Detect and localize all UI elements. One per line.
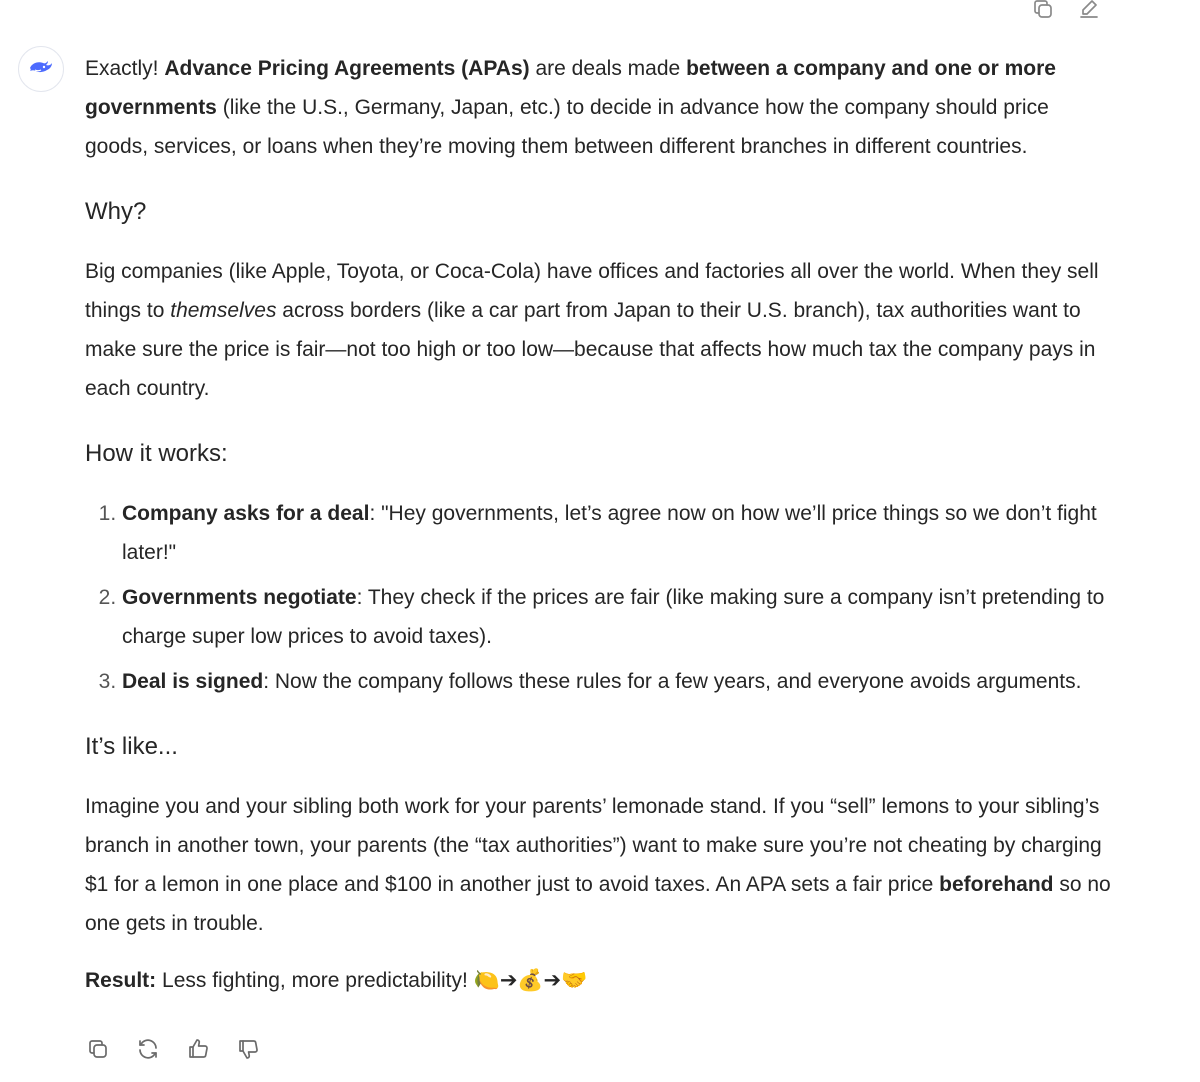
why-paragraph: Big companies (like Apple, Toyota, or Coca-Cola) have offices and factories all over the world. When they sell things to themselves across borders (like a car part from Japan to their U.S. branch), tax authorities want to make sure the price is fair—not too high or too low—because that affects how much tax the company pays in each country. [85,260,1099,400]
result-line: Result: Less fighting, more predictability! 🍋➔💰➔🤝 [85,969,588,992]
section-heading-like: It’s like... [85,733,178,760]
whale-logo-icon [27,55,55,83]
user-message-actions [1030,0,1102,22]
list-item: 1. Company asks for a deal: "Hey governments, let’s agree now on how we’ll price things so we don’t fight later!" [122,494,1115,572]
analogy-paragraph: Imagine you and your sibling both work for your parents’ lemonade stand. If you “sell” lemons to your sibling’s branch in another town, your parents (the “tax authorities”) want to make sure you’re not cheating by charging $1 for a lemon in one place and $100 in another just to avoid taxes. An APA sets a fair price beforehand so no one gets in trouble. [85,795,1111,935]
steps-list [85,494,1115,701]
intro-paragraph: Exactly! Advance Pricing Agreements (APAs) are deals made between a company and one or more governments (like the U.S., Germany, Japan, etc.) to decide in advance how the company should price goods, services, or loans when they’re moving them between different branches in different countries. [85,57,1056,158]
copy-icon[interactable] [85,1036,111,1062]
assistant-message-actions [85,1036,261,1062]
assistant-message [85,49,1115,1000]
thumbs-up-icon[interactable] [185,1036,211,1062]
edit-icon[interactable] [1076,0,1102,22]
thumbs-down-icon[interactable] [235,1036,261,1062]
list-item: 3. Deal is signed: Now the company follows these rules for a few years, and everyone avoids arguments. [122,662,1115,701]
assistant-avatar [18,46,64,92]
regenerate-icon[interactable] [135,1036,161,1062]
copy-icon[interactable] [1030,0,1056,22]
section-heading-why: Why? [85,198,147,225]
list-item: 2. Governments negotiate: They check if the prices are fair (like making sure a company isn’t pretending to charge super low prices to avoid taxes). [122,578,1115,656]
section-heading-how: How it works: [85,440,228,467]
